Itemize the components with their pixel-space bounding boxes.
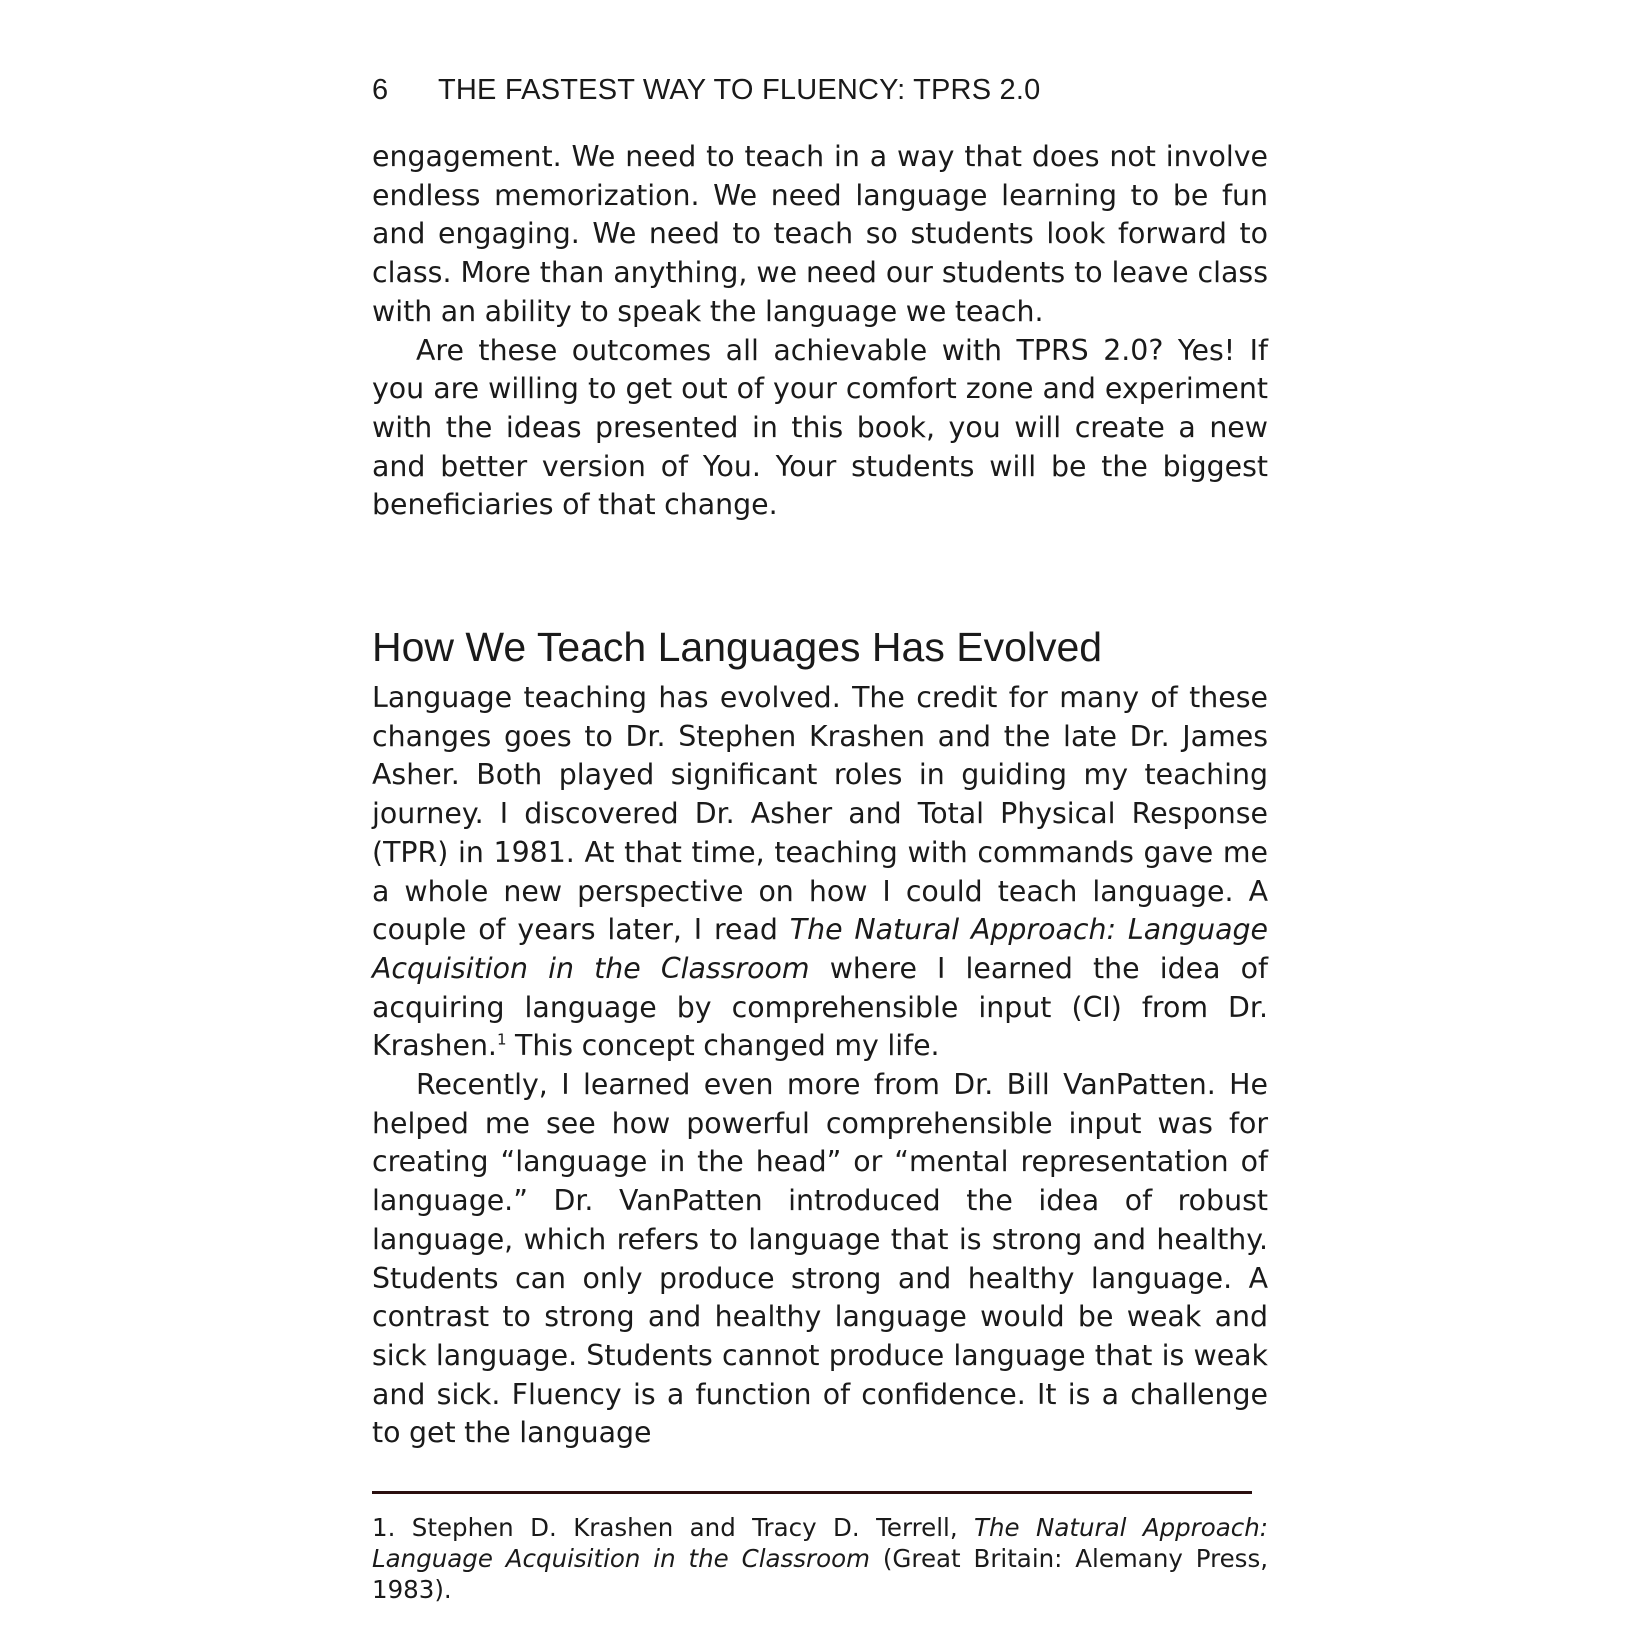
section-paragraph-1-part-3: This concept changed my life. bbox=[506, 1029, 940, 1063]
running-head bbox=[372, 68, 1268, 112]
section-text bbox=[372, 679, 1268, 1453]
footnote-suffix: (Great Britain: Alemany Press, 1983). bbox=[372, 1544, 1268, 1605]
section-paragraph-1-part-2: where I learned the idea of acquiring language by comprehensible input (CI) from Dr. Krashen. bbox=[372, 951, 1268, 1063]
book-title: THE FASTEST WAY TO FLUENCY: TPRS 2.0 bbox=[438, 74, 1041, 106]
footnote bbox=[372, 1512, 1268, 1605]
book-page bbox=[372, 68, 1268, 1605]
section-paragraph-1-part-1: Language teaching has evolved. The credit for many of these changes goes to Dr. Stephen Krashen and the late Dr. James Asher. Both played significant roles in guiding my teaching journey. I discovered Dr. Asher and Total Physical Response (TPR) in 1981. At that time, teaching with commands gave me a whole new perspective on how I could teach language. A couple of years later, I read bbox=[372, 681, 1268, 947]
footnote-text bbox=[372, 1512, 1268, 1605]
footnote-prefix: 1. Stephen D. Krashen and Tracy D. Terrell, bbox=[372, 1513, 975, 1543]
page-number: 6 bbox=[372, 74, 389, 106]
footnote-reference[interactable]: 1 bbox=[496, 1030, 507, 1049]
section-paragraph-2: Recently, I learned even more from Dr. Bill VanPatten. He helped me see how powerful comprehensible input was for creating “language in the head” or “mental representation of language.” Dr. VanPatten introduced the idea of robust language, which refers to language that is strong and healthy. Students can only produce strong and healthy language. A contrast to strong and healthy language would be weak and sick language. Students cannot produce language that is weak and sick. Fluency is a function of confidence. It is a challenge to get the language bbox=[372, 1068, 1268, 1450]
intro-paragraph-1: engagement. We need to teach in a way that does not involve endless memorization. We need language learning to be fun and engaging. We need to teach so students look forward to class. More than anything, we need our students to leave class with an ability to speak the language we teach. bbox=[372, 140, 1268, 328]
footnote-title-italic: The Natural Approach: Language Acquisition in the Classroom bbox=[372, 1513, 1269, 1574]
section-heading: How We Teach Languages Has Evolved bbox=[372, 624, 1103, 671]
footnote-divider bbox=[372, 1491, 1252, 1494]
intro-paragraph-2: Are these outcomes all achievable with TPRS 2.0? Yes! If you are willing to get out of your comfort zone and experiment with the ideas presented in this book, you will create a new and better version of You. Your students will be the biggest beneficiaries of that change. bbox=[372, 333, 1268, 522]
section-paragraph-1 bbox=[372, 679, 1268, 1066]
intro-text bbox=[372, 138, 1268, 525]
book-title-italic: The Natural Approach: Language Acquisition in the Classroom bbox=[372, 913, 1268, 985]
